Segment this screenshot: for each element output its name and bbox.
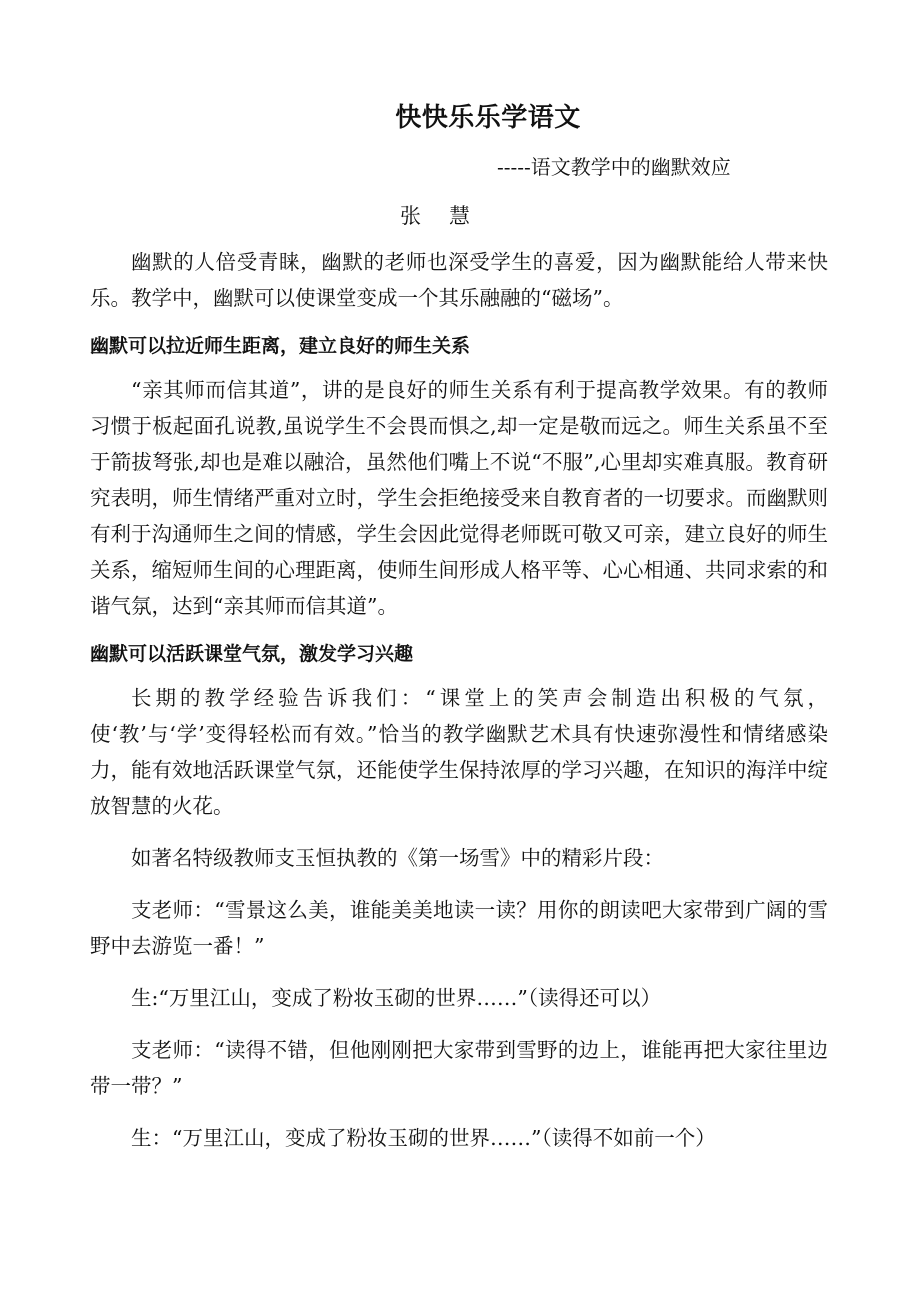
- dialogue-line: 支老师：“雪景这么美，谁能美美地读一读？用你的朗读吧大家带到广阔的雪野中去游览一番！”: [90, 898, 828, 958]
- body-paragraph: “亲其师而信其道”，讲的是良好的师生关系有利于提高教学效果。有的教师习惯于板起面孔说教,虽说学生不会畏而惧之,却一定是敬而远之。师生关系虽不至于箭拔弩张,却也是难以融洽，虽然他们嘴上不说“不服”,心里却实难真服。教育研究表明，师生情绪严重对立时，学生会拒绝接受来自教育者的一切要求。而幽默则有利于沟通师生之间的情感，学生会因此觉得老师既可敬又可亲，建立良好的师生关系，缩短师生间的心理距离，使师生间形成人格平等、心心相通、共同求索的和谐气氛，达到“亲其师而信其道”。: [90, 378, 828, 618]
- author-name: 张慧: [400, 204, 498, 228]
- document-title: 快快乐乐学语文: [395, 103, 581, 133]
- dialogue-line: 生:“万里江山，变成了粉妆玉砌的世界……”（读得还可以）: [131, 986, 662, 1010]
- intro-paragraph: 幽默的人倍受青睐，幽默的老师也深受学生的喜爱，因为幽默能给人带来快乐。教学中，幽默可以使课堂变成一个其乐融融的“磁场”。: [90, 250, 828, 310]
- example-intro: 如著名特级教师支玉恒执教的《第一场雪》中的精彩片段：: [131, 846, 664, 870]
- document-body: [90, 244, 828, 1156]
- document-subtitle: -----语文教学中的幽默效应: [497, 155, 731, 179]
- body-paragraph: 长期的教学经验告诉我们：“课堂上的笑声会制造出积极的气氛，使‘教’与‘学’变得轻松而有效。”恰当的教学幽默艺术具有快速弥漫性和情绪感染力，能有效地活跃课堂气氛，还能使学生保持浓厚的学习兴趣，在知识的海洋中绽放智慧的火花。: [90, 686, 828, 818]
- dialogue-line: 生：“万里江山，变成了粉妆玉砌的世界……”（读得不如前一个）: [131, 1126, 716, 1150]
- section-heading: 幽默可以活跃课堂气氛，激发学习兴趣: [90, 643, 414, 665]
- section-heading: 幽默可以拉近师生距离，建立良好的师生关系: [90, 335, 471, 357]
- dialogue-line: 支老师：“读得不错，但他刚刚把大家带到雪野的边上，谁能再把大家往里边带一带？”: [90, 1038, 828, 1098]
